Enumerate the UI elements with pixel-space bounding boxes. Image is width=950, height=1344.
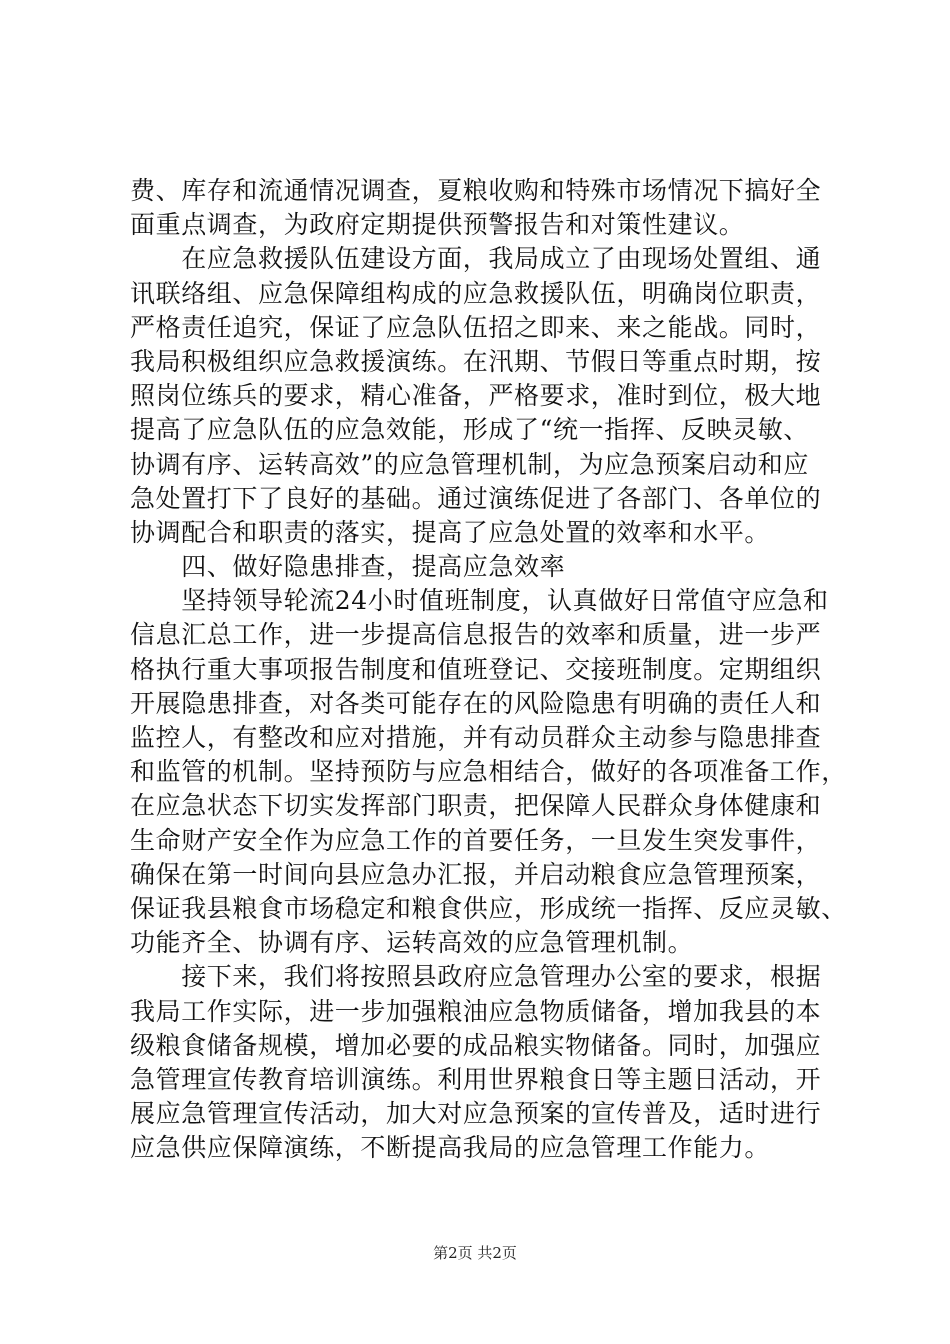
- text-line: 应急供应保障演练，不断提高我局的应急管理工作能力。: [130, 1133, 771, 1163]
- section-heading: 四、做好隐患排查，提高应急效率: [130, 552, 566, 582]
- text-line: 讯联络组、应急保障组构成的应急救援队伍，明确岗位职责，: [130, 278, 822, 308]
- page-footer: 第2页 共2页: [433, 1244, 517, 1262]
- text-line: 急管理宣传教育培训演练。利用世界粮食日等主题日活动，开: [130, 1064, 822, 1094]
- text-line: 开展隐患排查，对各类可能存在的风险隐患有明确的责任人和: [130, 688, 822, 718]
- text-line: 展应急管理宣传活动，加大对应急预案的宣传普及，适时进行: [130, 1099, 822, 1129]
- text-line: 级粮食储备规模，增加必要的成品粮实物储备。同时，加强应: [130, 1030, 822, 1060]
- text-line: 面重点调查，为政府定期提供预警报告和对策性建议。: [130, 210, 745, 240]
- text-line: 在应急状态下切实发挥部门职责，把保障人民群众身体健康和: [130, 791, 822, 821]
- text-line: 保证我县粮食市场稳定和粮食供应，形成统一指挥、反应灵敏、: [130, 893, 847, 923]
- text-line: 我局工作实际，进一步加强粮油应急物质储备，增加我县的本: [130, 996, 822, 1026]
- text-line: 在应急救援队伍建设方面，我局成立了由现场处置组、通: [130, 244, 822, 274]
- text-line: 格执行重大事项报告制度和值班登记、交接班制度。定期组织: [130, 654, 822, 684]
- text-line: 监控人，有整改和应对措施，并有动员群众主动参与隐患排查: [130, 723, 822, 752]
- text-line: 协调有序、运转高效”的应急管理机制，为应急预案启动和应: [130, 449, 809, 479]
- text-line: 信息汇总工作，进一步提高信息报告的效率和质量，进一步严: [130, 620, 822, 650]
- text-line: 和监管的机制。坚持预防与应急相结合，做好的各项准备工作，: [130, 757, 847, 787]
- text-line: 接下来，我们将按照县政府应急管理办公室的要求，根据: [130, 962, 822, 992]
- text-line: 坚持领导轮流24小时值班制度，认真做好日常值守应急和: [130, 586, 829, 616]
- text-line: 我局积极组织应急救援演练。在汛期、节假日等重点时期，按: [130, 346, 822, 376]
- text-line: 提高了应急队伍的应急效能，形成了“统一指挥、反映灵敏、: [130, 415, 809, 445]
- text-line: 确保在第一时间向县应急办汇报，并启动粮食应急管理预案，: [130, 859, 822, 889]
- text-line: 费、库存和流通情况调查，夏粮收购和特殊市场情况下搞好全: [130, 176, 822, 205]
- text-line: 功能齐全、协调有序、运转高效的应急管理机制。: [130, 928, 694, 958]
- text-line: 生命财产安全作为应急工作的首要任务，一旦发生突发事件，: [130, 825, 822, 855]
- text-line: 急处置打下了良好的基础。通过演练促进了各部门、各单位的: [130, 483, 822, 513]
- text-line: 照岗位练兵的要求，精心准备，严格要求，准时到位，极大地: [130, 381, 822, 411]
- text-line: 严格责任追究，保证了应急队伍招之即来、来之能战。同时，: [130, 312, 822, 342]
- document-body: [130, 174, 845, 1165]
- text-line: 协调配合和职责的落实，提高了应急处置的效率和水平。: [130, 517, 771, 547]
